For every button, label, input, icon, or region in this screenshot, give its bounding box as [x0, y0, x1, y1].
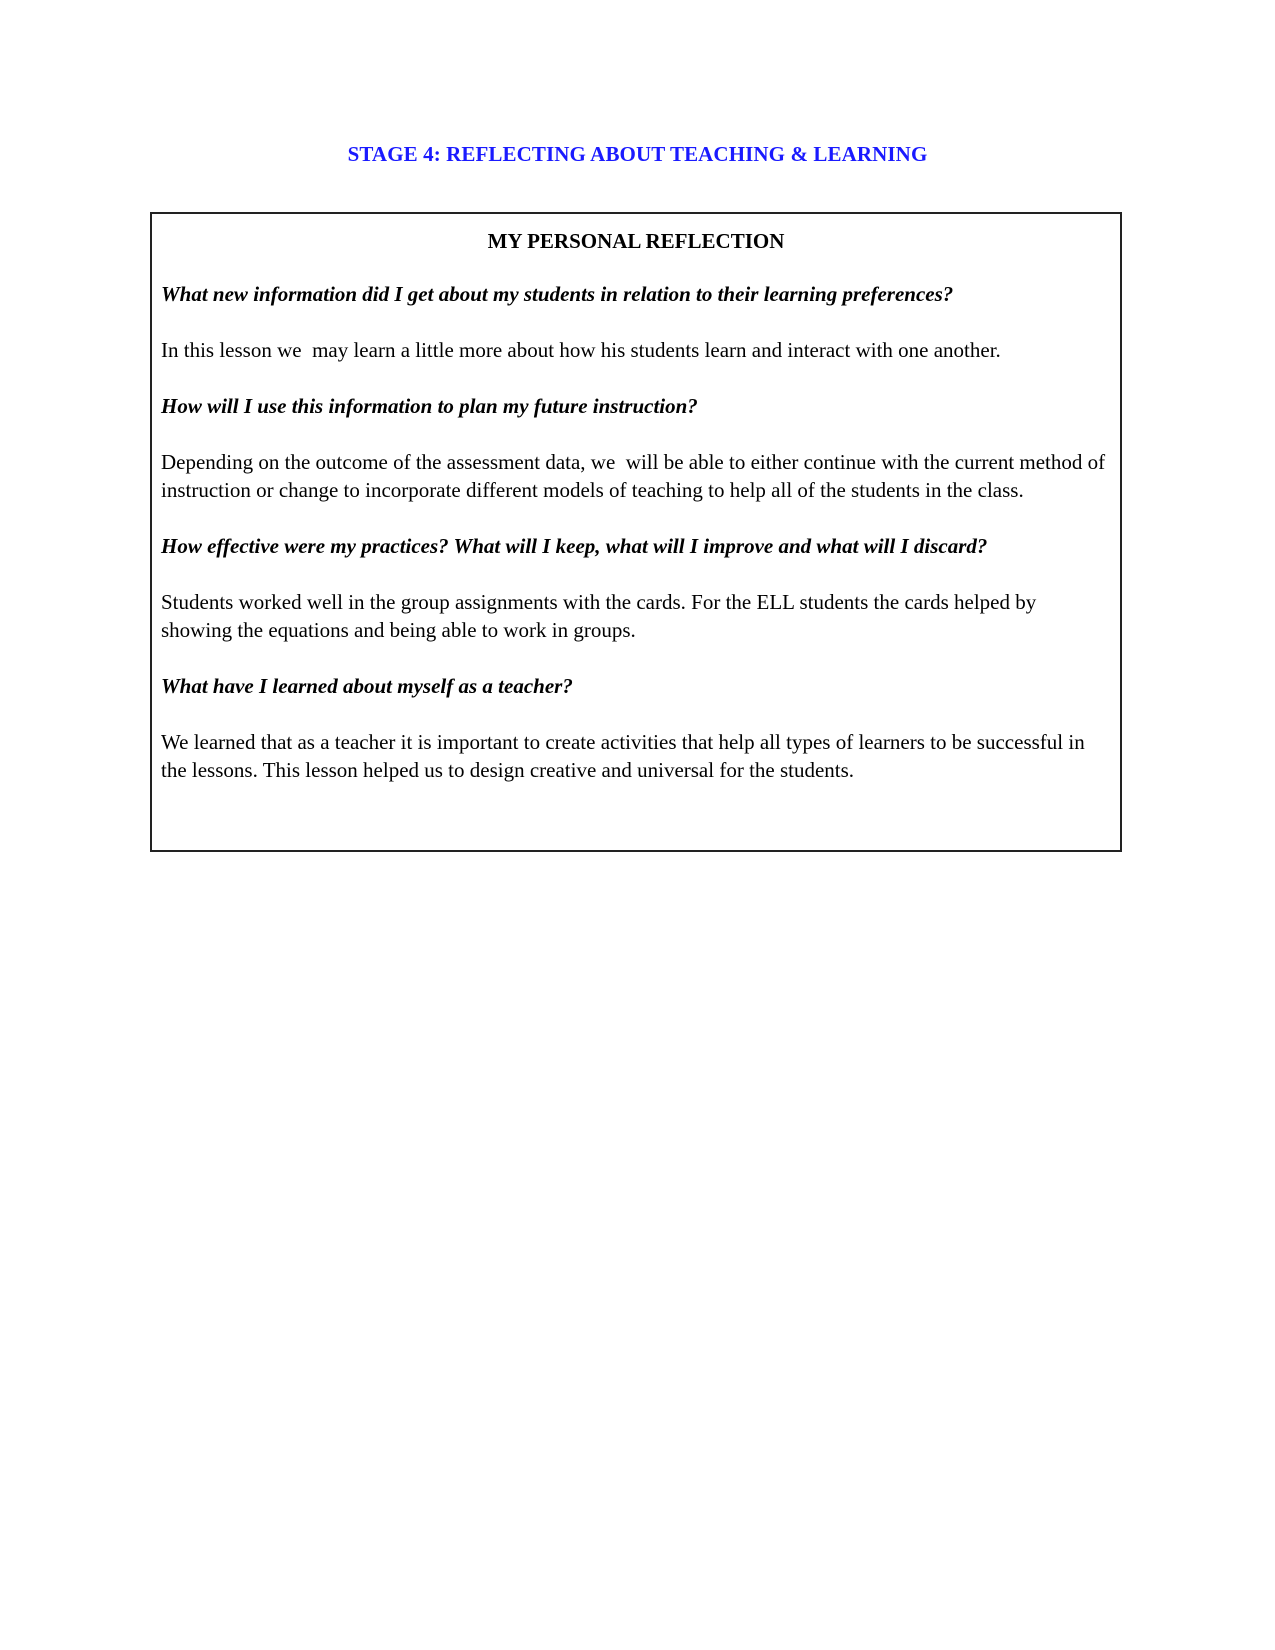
answer-4: We learned that as a teacher it is important to create activities that help all types of learners to be successful in the lessons. This lesson helped us to design creative and universal for the students.: [161, 730, 1090, 782]
box-heading: MY PERSONAL REFLECTION: [487, 229, 785, 253]
answer-2: Depending on the outcome of the assessment data, we will be able to either continue with the current method of instruction or change to incorporate different models of teaching to help all of the students in the class.: [161, 450, 1111, 502]
answer-3: Students worked well in the group assignments with the cards. For the ELL students the cards helped by showing the equations and being able to work in groups.: [161, 590, 1042, 642]
reflection-box: [150, 212, 1122, 852]
question-4: What have I learned about myself as a teacher?: [161, 674, 573, 698]
question-1: What new information did I get about my students in relation to their learning preferences?: [161, 282, 954, 306]
question-3: How effective were my practices? What will I keep, what will I improve and what will I discard?: [161, 534, 988, 558]
stage-title: STAGE 4: REFLECTING ABOUT TEACHING & LEARNING: [347, 142, 928, 166]
answer-1: In this lesson we may learn a little more about how his students learn and interact with one another.: [161, 338, 1001, 362]
question-2: How will I use this information to plan my future instruction?: [161, 394, 698, 418]
